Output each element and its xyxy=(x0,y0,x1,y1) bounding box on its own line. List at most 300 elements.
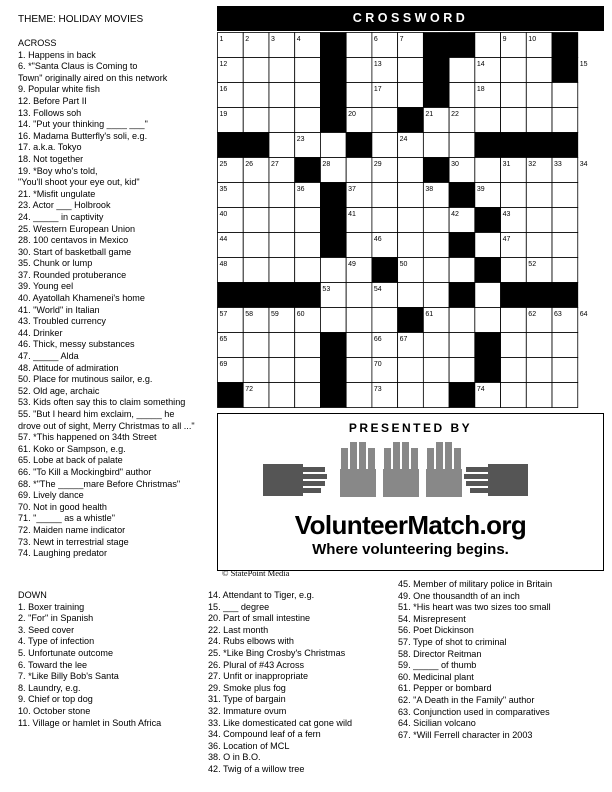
cell-number: 31 xyxy=(502,161,511,168)
raised-hand-finger xyxy=(427,448,434,478)
grid-cell[interactable] xyxy=(449,333,475,358)
logo-wordmark xyxy=(218,510,603,541)
grid-cell[interactable] xyxy=(526,383,552,408)
grid-cell[interactable] xyxy=(475,108,501,133)
cell-number: 28 xyxy=(322,161,331,168)
sponsor-box xyxy=(217,413,604,571)
cell-number: 34 xyxy=(579,161,588,168)
grid-cell[interactable] xyxy=(526,83,552,108)
down-clue: 49. One thousandth of an inch xyxy=(398,590,520,601)
grid-cell[interactable] xyxy=(526,358,552,383)
cell-number: 45 xyxy=(322,236,331,243)
hand-left-finger xyxy=(303,467,325,472)
across-clue: 28. 100 centavos in Mexico xyxy=(18,235,129,246)
grid-cell[interactable] xyxy=(501,383,527,408)
cell-number: 22 xyxy=(451,111,459,118)
grid-cell[interactable] xyxy=(501,183,527,208)
grid-cell[interactable] xyxy=(423,358,449,383)
hand-right-palm xyxy=(488,464,528,496)
grid-cell[interactable] xyxy=(475,233,501,258)
logo-word-main: Volunteer xyxy=(294,510,408,540)
black-square xyxy=(449,33,475,58)
grid-cell[interactable] xyxy=(243,358,269,383)
grid-cell[interactable] xyxy=(398,158,424,183)
grid-cell[interactable] xyxy=(552,383,578,408)
cell-number: 29 xyxy=(373,161,382,168)
across-clue: 17. a.k.a. Tokyo xyxy=(18,142,82,153)
down-clue: 24. Rubs elbows with xyxy=(208,636,294,647)
across-clue: 48. Attitude of admiration xyxy=(18,362,119,373)
grid-cell[interactable] xyxy=(243,108,269,133)
grid-cell[interactable] xyxy=(346,358,372,383)
across-clue: 9. Popular white fish xyxy=(18,84,100,95)
raised-hand-finger xyxy=(445,442,452,472)
grid-cell[interactable] xyxy=(346,233,372,258)
across-clue: drove out of sight, Merry Christmas to all ..." xyxy=(18,420,195,431)
raised-hand-finger xyxy=(454,448,461,478)
black-square xyxy=(218,283,244,308)
down-clue: 61. Pepper or bombard xyxy=(398,683,492,694)
cell-number: 46 xyxy=(373,236,382,243)
raised-hand-finger xyxy=(384,448,391,478)
grid-cell[interactable] xyxy=(526,208,552,233)
across-clue: 12. Before Part II xyxy=(18,95,87,106)
crossword-grid xyxy=(217,32,604,413)
cell-number: 25 xyxy=(219,161,228,168)
grid-cell[interactable] xyxy=(501,83,527,108)
across-clue: 30. Start of basketball game xyxy=(18,246,132,257)
across-clue: 57. *This happened on 34th Street xyxy=(18,432,157,443)
across-clue: 50. Place for mutinous sailor, e.g. xyxy=(18,374,153,385)
raised-hand-finger xyxy=(436,442,443,472)
down-clue: 20. Part of small intestine xyxy=(208,613,311,624)
across-clue: 74. Laughing predator xyxy=(18,548,107,559)
grid-cell[interactable] xyxy=(449,308,475,333)
grid-cell[interactable] xyxy=(552,233,578,258)
grid-cell[interactable] xyxy=(398,233,424,258)
grid-cell[interactable] xyxy=(501,308,527,333)
down-clue: 38. O in B.O. xyxy=(208,752,261,763)
grid-cell[interactable] xyxy=(320,133,346,158)
down-clue: 58. Director Reitman xyxy=(398,648,482,659)
grid-cell[interactable] xyxy=(501,108,527,133)
across-clue: 6. *"Santa Claus is Coming to xyxy=(18,61,138,72)
grid-cell[interactable] xyxy=(346,308,372,333)
down-clue: 56. Poet Dickinson xyxy=(398,625,474,636)
down-clue: 25. *Like Bing Crosby's Christmas xyxy=(208,647,346,658)
down-clue: 6. Toward the lee xyxy=(18,659,88,670)
grid-cell[interactable] xyxy=(346,283,372,308)
black-square xyxy=(320,358,346,383)
cell-number: 1 xyxy=(219,36,224,43)
grid-cell[interactable] xyxy=(269,58,295,83)
cell-number: 40 xyxy=(219,211,228,218)
grid-cell[interactable] xyxy=(423,208,449,233)
across-clue: 24. _____ in captivity xyxy=(18,211,104,222)
down-clue: 9. Chief or top dog xyxy=(18,694,93,705)
black-square xyxy=(269,283,295,308)
raised-hand-finger xyxy=(411,448,418,478)
grid-cell[interactable] xyxy=(475,283,501,308)
grid-cell[interactable] xyxy=(269,358,295,383)
across-clue: 23. Actor ___ Holbrook xyxy=(18,200,111,211)
hand-left-finger xyxy=(303,488,321,493)
black-square xyxy=(449,183,475,208)
grid-cell[interactable] xyxy=(320,258,346,283)
cell-number: 49 xyxy=(348,261,356,268)
grid-cell[interactable] xyxy=(243,83,269,108)
hand-right-finger xyxy=(466,481,488,486)
grid-cell[interactable] xyxy=(449,133,475,158)
down-clue: 57. Type of shot to criminal xyxy=(398,636,507,647)
grid-cell[interactable] xyxy=(269,333,295,358)
black-square xyxy=(320,83,346,108)
grid-cell[interactable] xyxy=(475,33,501,58)
grid-cell[interactable] xyxy=(526,108,552,133)
grid-cell[interactable] xyxy=(243,208,269,233)
grid-cell[interactable] xyxy=(501,58,527,83)
across-clue: 35. Chunk or lump xyxy=(18,258,93,269)
grid-cell[interactable] xyxy=(552,183,578,208)
across-clue: 44. Drinker xyxy=(18,327,63,338)
across-list xyxy=(18,50,195,560)
crossword-banner: CROSSWORD xyxy=(217,6,604,31)
across-clue: 70. Not in good health xyxy=(18,501,107,512)
cell-number: 70 xyxy=(373,361,382,368)
cell-number: 27 xyxy=(270,161,279,168)
raised-hand-finger xyxy=(359,442,366,472)
grid-cell[interactable] xyxy=(295,383,321,408)
cell-number: 48 xyxy=(219,261,228,268)
grid-cell[interactable] xyxy=(423,258,449,283)
grid-cell[interactable] xyxy=(295,258,321,283)
grid-cell[interactable] xyxy=(346,58,372,83)
across-clue: 61. Koko or Sampson, e.g. xyxy=(18,443,126,454)
cell-number: 13 xyxy=(373,61,382,68)
cell-number: 72 xyxy=(245,386,254,393)
cell-number: 67 xyxy=(399,336,408,343)
grid-cell[interactable] xyxy=(320,308,346,333)
black-square xyxy=(526,283,552,308)
grid-cell[interactable] xyxy=(552,258,578,283)
grid-cell[interactable] xyxy=(372,208,398,233)
grid-cell[interactable] xyxy=(398,358,424,383)
across-clue: 71. "_____ as a whistle" xyxy=(18,513,115,524)
grid-cell[interactable] xyxy=(501,258,527,283)
cell-number: 15 xyxy=(579,61,588,68)
down-clue: 45. Member of military police in Britain xyxy=(398,579,553,589)
cell-number: 59 xyxy=(270,311,279,318)
down-clue: 32. Immature ovum xyxy=(208,705,287,716)
down-clue: 27. Unfit or inappropriate xyxy=(208,671,309,682)
across-clue: 1. Happens in back xyxy=(18,49,96,60)
grid-cell[interactable] xyxy=(346,33,372,58)
grid-cell[interactable] xyxy=(346,333,372,358)
grid-cell[interactable] xyxy=(243,233,269,258)
cell-number: 16 xyxy=(219,86,228,93)
cell-number: 36 xyxy=(296,186,305,193)
across-clue: 19. *Boy who's told, xyxy=(18,165,98,176)
logo-word-bold: Match.org xyxy=(407,510,527,540)
grid-cell[interactable] xyxy=(269,133,295,158)
cell-number: 53 xyxy=(322,286,331,293)
cell-number: 64 xyxy=(579,311,588,318)
black-square xyxy=(423,83,449,108)
grid-cell[interactable] xyxy=(269,258,295,283)
cell-number: 4 xyxy=(296,36,301,43)
black-square xyxy=(449,383,475,408)
grid-cell[interactable] xyxy=(269,108,295,133)
down-clue: 31. Type of bargain xyxy=(208,694,286,705)
across-clue: 52. Old age, archaic xyxy=(18,385,100,396)
cell-number: 7 xyxy=(399,36,404,43)
grid-cell[interactable] xyxy=(501,358,527,383)
grid-cell[interactable] xyxy=(449,83,475,108)
grid-cell[interactable] xyxy=(243,258,269,283)
black-square xyxy=(320,208,346,233)
cell-number: 60 xyxy=(296,311,305,318)
across-clue: 25. Western European Union xyxy=(18,223,136,234)
down-clues-col1 xyxy=(18,590,161,729)
cell-number: 26 xyxy=(245,161,254,168)
down-clue: 64. Sicilian volcano xyxy=(398,718,476,729)
across-clues xyxy=(18,38,195,560)
down-clue: 5. Unfortunate outcome xyxy=(18,647,114,658)
cell-number: 51 xyxy=(476,261,485,268)
grid-cell[interactable] xyxy=(295,233,321,258)
grid-cell[interactable] xyxy=(423,133,449,158)
down-clue: 60. Medicinal plant xyxy=(398,671,474,682)
hand-right-finger xyxy=(470,488,488,493)
grid-cell[interactable] xyxy=(398,208,424,233)
across-clue: 43. Troubled currency xyxy=(18,316,106,327)
crossword-grid-svg xyxy=(217,32,604,408)
raised-hand-finger xyxy=(350,442,357,472)
across-clue: 53. Kids often say this to claim something xyxy=(18,397,186,408)
black-square xyxy=(501,133,527,158)
down-clue: 14. Attendant to Tiger, e.g. xyxy=(208,590,315,600)
black-square xyxy=(449,233,475,258)
black-square xyxy=(320,58,346,83)
grid-cell[interactable] xyxy=(295,333,321,358)
grid-cell[interactable] xyxy=(475,158,501,183)
cell-number: 21 xyxy=(425,111,434,118)
grid-cell[interactable] xyxy=(398,183,424,208)
grid-cell[interactable] xyxy=(526,333,552,358)
black-square xyxy=(320,383,346,408)
down-clues-col3 xyxy=(398,579,552,741)
cell-number: 5 xyxy=(322,36,327,43)
grid-cell[interactable] xyxy=(372,133,398,158)
grid-cell[interactable] xyxy=(243,58,269,83)
raised-hand-finger xyxy=(368,448,375,478)
grid-cell[interactable] xyxy=(269,183,295,208)
hand-left-palm xyxy=(263,464,303,496)
grid-cell[interactable] xyxy=(398,283,424,308)
black-square xyxy=(243,283,269,308)
cell-number: 74 xyxy=(476,386,485,393)
grid-cell[interactable] xyxy=(552,83,578,108)
grid-cell[interactable] xyxy=(243,333,269,358)
cell-number: 39 xyxy=(476,186,485,193)
across-clue: 37. Rounded protuberance xyxy=(18,269,127,280)
across-clue: 69. Lively dance xyxy=(18,490,84,501)
down-clue: 22. Last month xyxy=(208,624,269,635)
across-clue: 18. Not together xyxy=(18,153,84,164)
grid-cell[interactable] xyxy=(423,233,449,258)
hand-left-finger xyxy=(303,474,327,479)
hand-right-finger xyxy=(466,467,488,472)
raised-hand-finger xyxy=(393,442,400,472)
grid-cell[interactable] xyxy=(372,183,398,208)
grid-cell[interactable] xyxy=(501,333,527,358)
cell-number: 43 xyxy=(502,211,511,218)
cell-number: 65 xyxy=(219,336,228,343)
black-square xyxy=(295,158,321,183)
grid-cell[interactable] xyxy=(269,233,295,258)
down-clue: 2. "For" in Spanish xyxy=(18,613,94,624)
hand-left-finger xyxy=(303,481,325,486)
grid-cell[interactable] xyxy=(552,108,578,133)
black-square xyxy=(243,133,269,158)
down-clue: 3. Seed cover xyxy=(18,624,75,635)
cell-number: 38 xyxy=(425,186,434,193)
grid-cell[interactable] xyxy=(552,208,578,233)
down-clue: 8. Laundry, e.g. xyxy=(18,682,81,693)
black-square xyxy=(346,133,372,158)
grid-cell[interactable] xyxy=(423,383,449,408)
grid-cell[interactable] xyxy=(295,208,321,233)
grid-cell[interactable] xyxy=(526,183,552,208)
grid-cell[interactable] xyxy=(449,358,475,383)
raised-hand-finger xyxy=(341,448,348,478)
across-clue: 72. Maiden name indicator xyxy=(18,524,126,535)
raised-hand-finger xyxy=(402,442,409,472)
cell-number: 56 xyxy=(502,286,511,293)
down-clue: 67. *Will Ferrell character in 2003 xyxy=(398,729,533,740)
cell-number: 8 xyxy=(425,36,430,43)
across-clue: Town" originally aired on this network xyxy=(18,72,168,83)
cell-number: 54 xyxy=(373,286,382,293)
copyright-notice: © StatePoint Media xyxy=(222,568,290,578)
grid-cell[interactable] xyxy=(552,333,578,358)
cell-number: 33 xyxy=(554,161,562,168)
across-clue: 40. Ayatollah Khamenei's home xyxy=(18,293,145,304)
cell-number: 42 xyxy=(451,211,459,218)
cell-number: 50 xyxy=(399,261,408,268)
grid-cell[interactable] xyxy=(398,83,424,108)
across-clue: 41. "World" in Italian xyxy=(18,304,100,315)
black-square xyxy=(475,208,501,233)
grid-cell[interactable] xyxy=(295,58,321,83)
black-square xyxy=(218,133,244,158)
down-clue: 51. *His heart was two sizes too small xyxy=(398,602,551,613)
cell-number: 71 xyxy=(476,361,485,368)
grid-cell[interactable] xyxy=(398,58,424,83)
across-clue: 16. Madama Butterfly's soli, e.g. xyxy=(18,130,148,141)
cell-number: 61 xyxy=(425,311,434,318)
down-clue: 62. "A Death in the Family" author xyxy=(398,694,535,705)
cell-number: 66 xyxy=(373,336,382,343)
cell-number: 35 xyxy=(219,186,228,193)
black-square xyxy=(398,308,424,333)
black-square xyxy=(320,183,346,208)
down-clue: 33. Like domesticated cat gone wild xyxy=(208,717,353,728)
down-clue: 15. ___ degree xyxy=(208,601,270,612)
cell-number: 24 xyxy=(399,136,408,143)
black-square xyxy=(552,133,578,158)
down-header: DOWN xyxy=(18,590,47,600)
black-square xyxy=(372,258,398,283)
black-square xyxy=(552,58,578,83)
cell-number: 57 xyxy=(219,311,228,318)
cell-number: 52 xyxy=(528,261,537,268)
grid-cell[interactable] xyxy=(269,383,295,408)
grid-cell[interactable] xyxy=(295,358,321,383)
down-clue: 42. Twig of a willow tree xyxy=(208,763,305,774)
black-square xyxy=(526,133,552,158)
cell-number: 9 xyxy=(502,36,507,43)
cell-number: 12 xyxy=(219,61,228,68)
crossword-panel xyxy=(217,6,604,586)
grid-cell[interactable] xyxy=(475,308,501,333)
down-list-2 xyxy=(208,590,352,776)
across-clue: 73. Newt in terrestrial stage xyxy=(18,536,129,547)
down-clue: 7. *Like Billy Bob's Santa xyxy=(18,671,119,682)
grid-cell[interactable] xyxy=(269,208,295,233)
cell-number: 3 xyxy=(270,36,275,43)
cell-number: 41 xyxy=(348,211,356,218)
black-square xyxy=(475,133,501,158)
across-clue: 21. *Misfit ungulate xyxy=(18,188,96,199)
black-square xyxy=(320,108,346,133)
cell-number: 69 xyxy=(219,361,228,368)
cell-number: 55 xyxy=(451,286,459,293)
grid-cell[interactable] xyxy=(295,83,321,108)
grid-cell[interactable] xyxy=(346,383,372,408)
grid-cell[interactable] xyxy=(526,58,552,83)
grid-cell[interactable] xyxy=(243,183,269,208)
cell-number: 19 xyxy=(219,111,228,118)
down-clue: 4. Type of infection xyxy=(18,636,95,647)
across-clue: 14. "Put your thinking ____ ___" xyxy=(18,119,148,130)
down-list-1 xyxy=(18,602,161,730)
grid-cell[interactable] xyxy=(398,383,424,408)
grid-cell[interactable] xyxy=(423,333,449,358)
grid-cell[interactable] xyxy=(372,108,398,133)
grid-cell[interactable] xyxy=(346,83,372,108)
down-clue: 10. October stone xyxy=(18,705,91,716)
cell-number: 11 xyxy=(554,36,562,43)
grid-cell[interactable] xyxy=(449,58,475,83)
presented-by-label: PRESENTED BY xyxy=(348,421,473,435)
grid-cell[interactable] xyxy=(346,158,372,183)
grid-cell[interactable] xyxy=(423,283,449,308)
grid-cell[interactable] xyxy=(552,358,578,383)
grid-cell[interactable] xyxy=(295,108,321,133)
down-clue: 1. Boxer training xyxy=(18,601,85,612)
cell-number: 2 xyxy=(245,36,250,43)
down-list-3 xyxy=(398,579,552,741)
grid-cell[interactable] xyxy=(449,258,475,283)
across-clue: "You'll shoot your eye out, kid" xyxy=(18,177,140,188)
down-clue: 63. Conjunction used in comparatives xyxy=(398,706,550,717)
cell-number: 37 xyxy=(348,186,356,193)
grid-cell[interactable] xyxy=(372,308,398,333)
grid-cell[interactable] xyxy=(526,233,552,258)
grid-cell[interactable] xyxy=(269,83,295,108)
across-clue: 47. _____ Alda xyxy=(18,351,79,362)
